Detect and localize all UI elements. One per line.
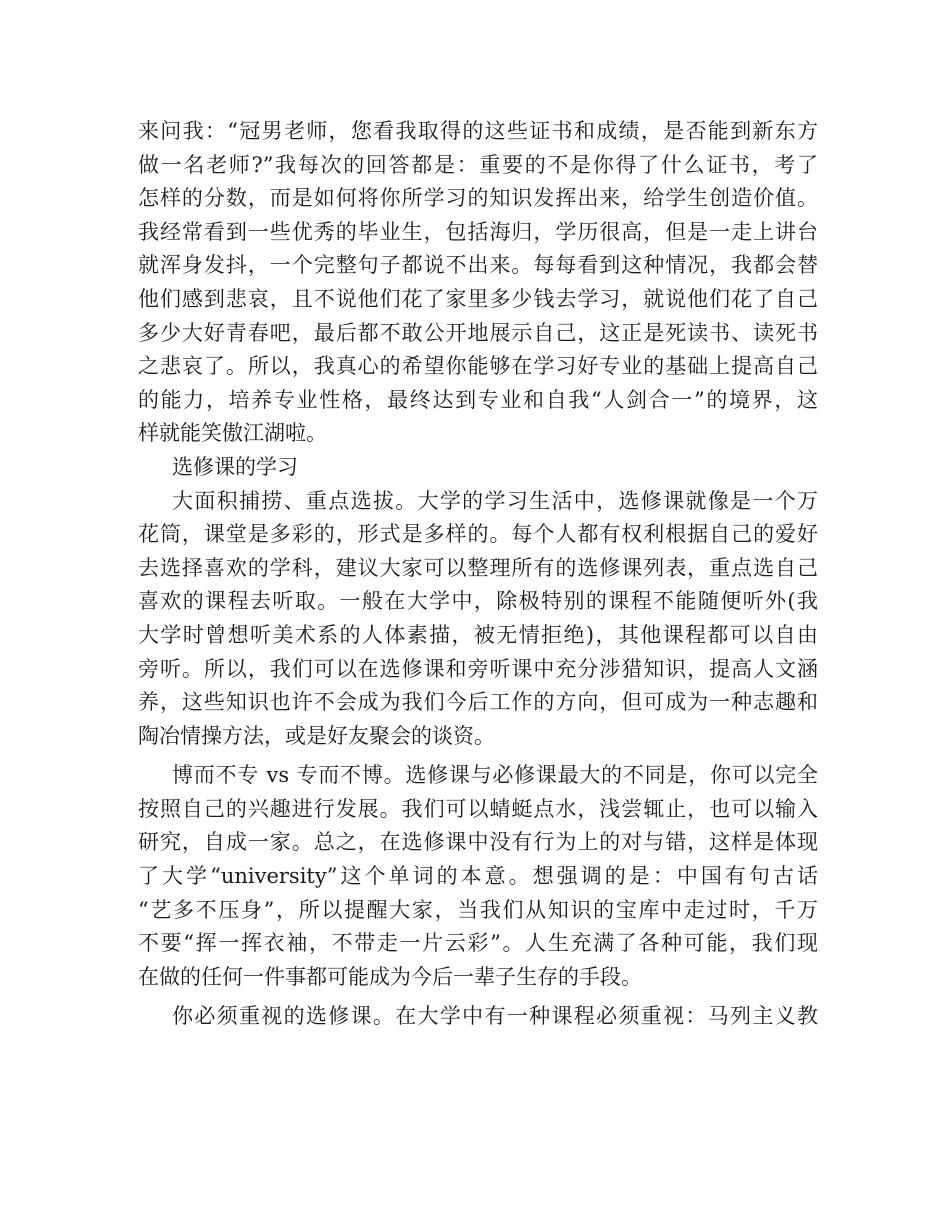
text-line: “艺多不压身”，所以提醒大家，当我们从知识的宝库中走过时，千万 bbox=[138, 897, 818, 922]
text-line: 去选择喜欢的学科，建议大家可以整理所有的选修课列表，重点选自己 bbox=[138, 555, 818, 580]
text-line: 养，这些知识也许不会成为我们今后工作的方向，但可成为一种志趣和 bbox=[138, 690, 818, 715]
text-line: 按照自己的兴趣进行发展。我们可以蜻蜓点水，浅尝辄止，也可以输入 bbox=[138, 796, 818, 821]
text-line: 来问我：“冠男老师，您看我取得的这些证书和成绩，是否能到新东方 bbox=[138, 119, 818, 143]
text-line: 陶冶情操方法，或是好友聚会的谈资。 bbox=[138, 723, 495, 748]
text-line: 不要“挥一挥衣袖，不带走一片云彩”。人生充满了各种可能，我们现 bbox=[138, 931, 818, 956]
text-line: 他们感到悲哀，且不说他们花了家里多少钱去学习，就说他们花了自己 bbox=[138, 286, 818, 311]
text-line: 旁听。所以，我们可以在选修课和旁听课中充分涉猎知识，提高人文涵 bbox=[138, 656, 818, 681]
text-line: 喜欢的课程去听取。一般在大学中，除极特别的课程不能随便听外(我 bbox=[138, 589, 818, 614]
text-line: 样就能笑傲江湖啦。 bbox=[138, 421, 327, 446]
text-line: 的能力，培养专业性格，最终达到专业和自我“人剑合一”的境界，这 bbox=[138, 387, 818, 412]
text-line: 大学时曾想听美术系的人体素描，被无情拒绝)，其他课程都可以自由 bbox=[138, 622, 818, 647]
text-line: 就浑身发抖，一个完整句子都说不出来。每每看到这种情况，我都会替 bbox=[138, 253, 818, 278]
text-line: 博而不专 vs 专而不博。选修课与必修课最大的不同是，你可以完全 bbox=[172, 763, 818, 788]
text-line: 之悲哀了。所以，我真心的希望你能够在学习好专业的基础上提高自己 bbox=[138, 354, 818, 379]
text-line: 花筒，课堂是多彩的，形式是多样的。每个人都有权利根据自己的爱好 bbox=[138, 522, 818, 547]
text-line: 大面积捕捞、重点选拔。大学的学习生活中，选修课就像是一个万 bbox=[172, 488, 818, 513]
text-line: 做一名老师?”我每次的回答都是：重要的不是你得了什么证书，考了 bbox=[138, 152, 818, 177]
section-heading: 选修课的学习 bbox=[172, 454, 298, 479]
text-line: 多少大好青春吧，最后都不敢公开地展示自己，这正是死读书、读死书 bbox=[138, 320, 818, 345]
document-body bbox=[138, 115, 818, 1034]
text-line: 在做的任何一件事都可能成为今后一辈子生存的手段。 bbox=[138, 964, 642, 989]
text-line: 了大学“university”这个单词的本意。想强调的是：中国有句古话 bbox=[138, 864, 818, 889]
text-line: 怎样的分数，而是如何将你所学习的知识发挥出来，给学生创造价值。 bbox=[138, 186, 818, 211]
text-line: 我经常看到一些优秀的毕业生，包括海归，学历很高，但是一走上讲台 bbox=[138, 219, 818, 244]
text-line: 研究，自成一家。总之，在选修课中没有行为上的对与错，这样是体现 bbox=[138, 830, 818, 855]
text-line: 你必须重视的选修课。在大学中有一种课程必须重视：马列主义教 bbox=[172, 1004, 818, 1029]
